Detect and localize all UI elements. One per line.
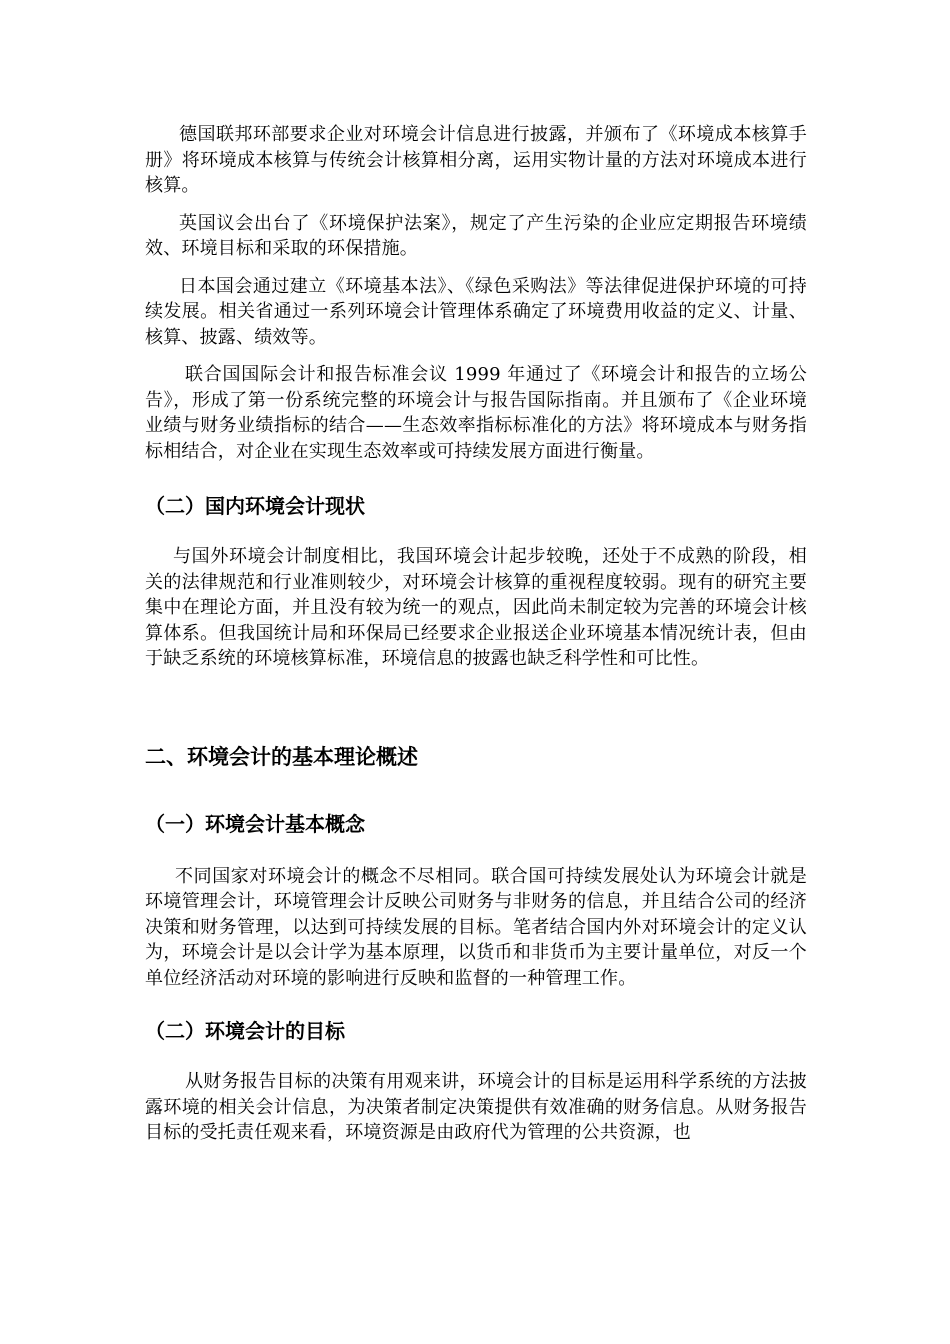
paragraph-concept: 不同国家对环境会计的概念不尽相同。联合国可持续发展处认为环境会计就是环境管理会计，环境管理会计反映公司财务与非财务的信息，并且结合公司的经济决策和财务管理，以达到可持续发展的目标。笔者结合国内外对环境会计的定义认为，环境会计是以会计学为基本原理，以货币和非货币为主要计量单位，对反一个单位经济活动对环境的影响进行反映和监督的一种管理工作。: [145, 865, 807, 989]
paragraph-japan: 日本国会通过建立《环境基本法》、《绿色采购法》等法律促进保护环境的可持续发展。相关省通过一系列环境会计管理体系确定了环境费用收益的定义、计量、核算、披露、绩效等。: [145, 275, 807, 348]
paragraph-uk: 英国议会出台了《环境保护法案》，规定了产生污染的企业应定期报告环境绩效、环境目标和采取的环保措施。: [145, 212, 807, 259]
heading-objective: （二）环境会计的目标: [145, 1019, 345, 1043]
paragraph-germany: 德国联邦环部要求企业对环境会计信息进行披露，并颁布了《环境成本核算手册》将环境成本核算与传统会计核算相分离，运用实物计量的方法对环境成本进行核算。: [145, 124, 807, 196]
paragraph-un: 联合国国际会计和报告标准会议 1999 年通过了《环境会计和报告的立场公告》，形成了第一份系统完整的环境会计与报告国际指南。并且颁布了《企业环境业绩与财务业绩指标的结合——生态效率指标标准化的方法》将环境成本与财务指标相结合，对企业在实现生态效率或可持续发展方面进行衡量。: [145, 364, 807, 462]
heading-domestic-status: （二）国内环境会计现状: [145, 494, 365, 518]
document-page: [145, 122, 807, 1146]
paragraph-domestic: 与国外环境会计制度相比，我国环境会计起步较晚，还处于不成熟的阶段，相关的法律规范和行业准则较少，对环境会计核算的重视程度较弱。现有的研究主要集中在理论方面，并且没有较为统一的观点，因此尚未制定较为完善的环境会计核算体系。但我国统计局和环保局已经要求企业报送企业环境基本情况统计表，但由于缺乏系统的环境核算标准，环境信息的披露也缺乏科学性和可比性。: [145, 546, 807, 669]
heading-chapter-two: 二、环境会计的基本理论概述: [145, 744, 418, 769]
paragraph-objective: 从财务报告目标的决策有用观来讲，环境会计的目标是运用科学系统的方法披露环境的相关会计信息，为决策者制定决策提供有效准确的财务信息。从财务报告目标的受托责任观来看，环境资源是由政府代为管理的公共资源，也: [145, 1071, 807, 1143]
heading-basic-concept: （一）环境会计基本概念: [145, 811, 365, 836]
